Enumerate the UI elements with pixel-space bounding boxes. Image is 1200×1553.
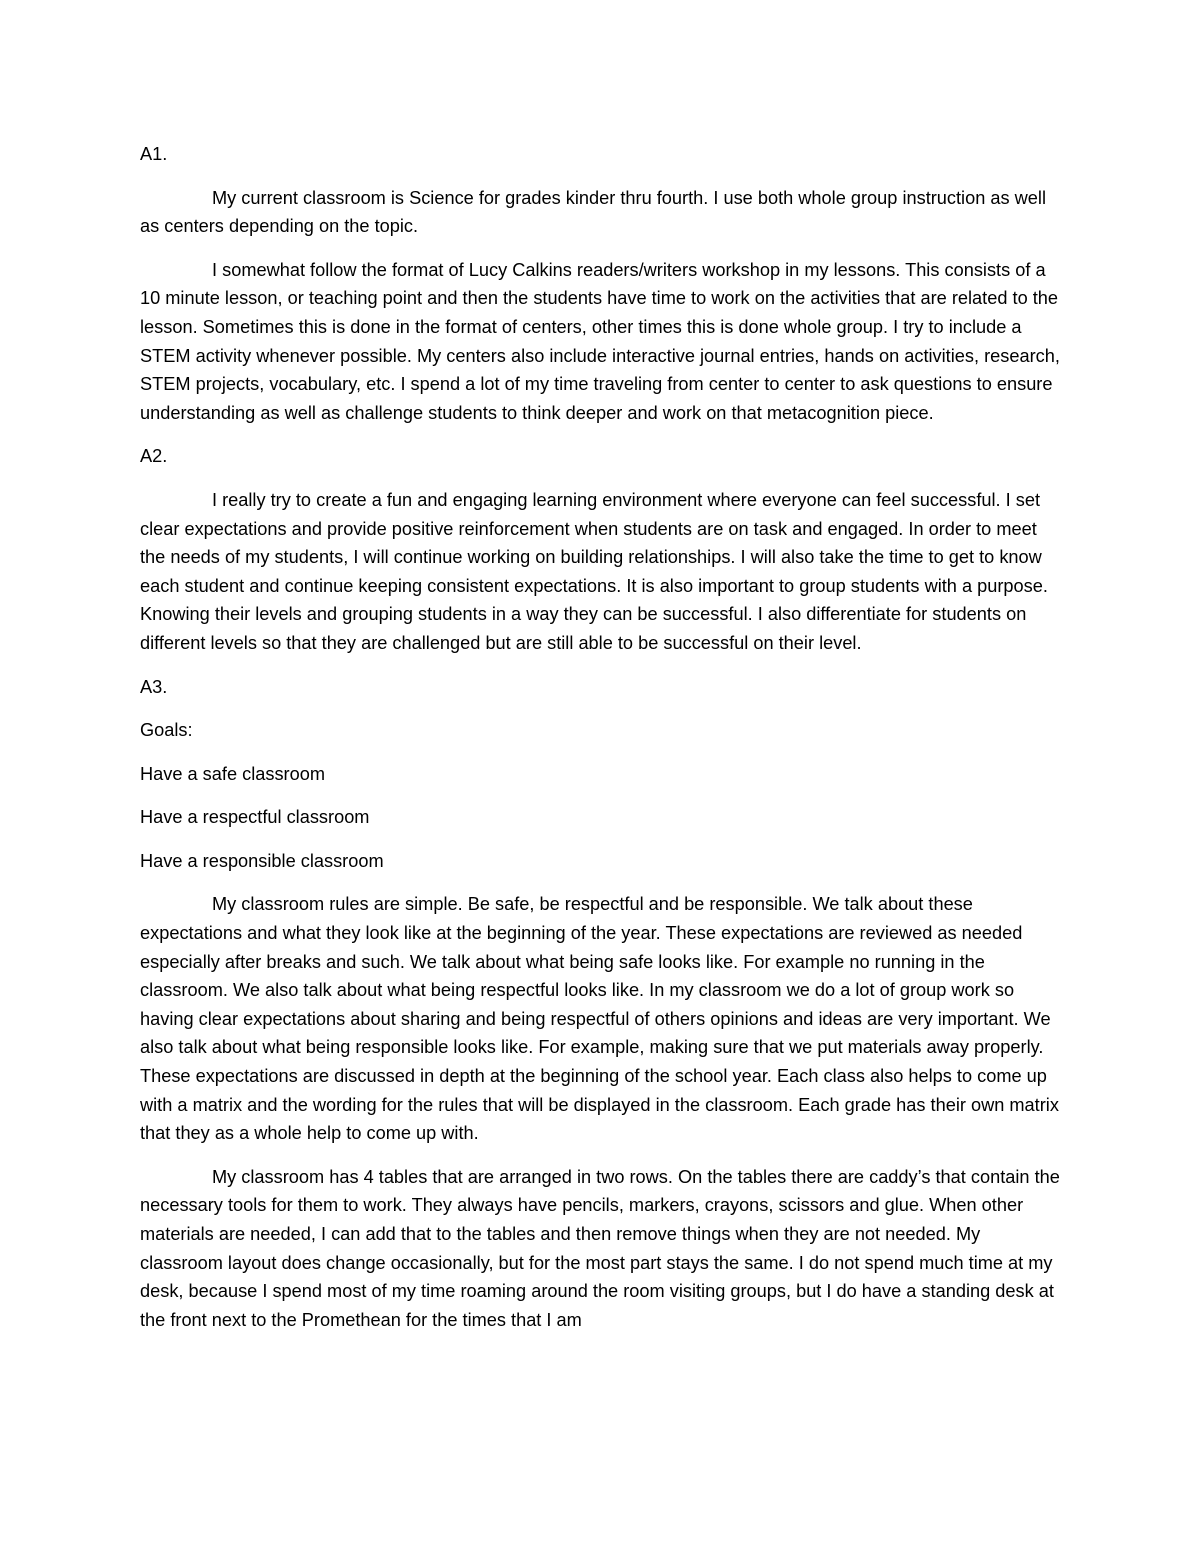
paragraph-a1-1: My current classroom is Science for grades kinder thru fourth. I use both whole group instruction as well as centers depending on the topic. — [140, 187, 1046, 237]
paragraph-a3-2: My classroom has 4 tables that are arranged in two rows. On the tables there are caddy’s that contain the necessary tools for them to work. They always have pencils, markers, crayons, scissors and glue. When other materials are needed, I can add that to the tables and then remove things when they are not needed. My classroom layout does change occasionally, but for the most part stays the same. I do not spend much time at my desk, because I spend most of my time roaming around the room visiting groups, but I do have a standing desk at the front next to the Promethean for the times that I am — [140, 1166, 1060, 1330]
goals-label: Goals: — [140, 720, 193, 741]
section-heading-a1: A1. — [140, 144, 168, 164]
goal-item-respectful: Have a respectful classroom — [140, 807, 370, 828]
section-heading-a2: A2. — [140, 446, 168, 467]
section-heading-a3: A3. — [140, 676, 168, 697]
document-page — [140, 140, 1060, 1349]
paragraph-a1-2: I somewhat follow the format of Lucy Calkins readers/writers workshop in my lessons. This consists of a 10 minute lesson, or teaching point and then the students have time to work on the activities that are related to the lesson. Sometimes this is done in the format of centers, other times this is done whole group. I try to include a STEM activity whenever possible. My centers also include interactive journal entries, hands on activities, research, STEM projects, vocabulary, etc. I spend a lot of my time traveling from center to center to ask questions to ensure understanding as well as challenge students to think deeper and work on that metacognition piece. — [140, 259, 1060, 423]
goal-item-responsible: Have a responsible classroom — [140, 850, 384, 871]
paragraph-a3-1: My classroom rules are simple. Be safe, be respectful and be responsible. We talk about these expectations and what they look like at the beginning of the year. These expectations are reviewed as needed especially after breaks and such. We talk about what being safe looks like. For example no running in the classroom. We also talk about what being respectful looks like. In my classroom we do a lot of group work so having clear expectations about sharing and being respectful of others opinions and ideas are very important. We also talk about what being responsible looks like. For example, making sure that we put materials away properly. These expectations are discussed in depth at the beginning of the school year. Each class also helps to come up with a matrix and the wording for the rules that will be displayed in the classroom. Each grade has their own matrix that they as a whole help to come up with. — [140, 894, 1059, 1144]
paragraph-a2-1: I really try to create a fun and engaging learning environment where everyone can feel successful. I set clear expectations and provide positive reinforcement when students are on task and engaged. In order to meet the needs of my students, I will continue working on building relationships. I will also take the time to get to know each student and continue keeping consistent expectations. It is also important to group students with a purpose. Knowing their levels and grouping students in a way they can be successful. I also differentiate for students on different levels so that they are challenged but are still able to be successful on their level. — [140, 489, 1048, 653]
goal-item-safe: Have a safe classroom — [140, 763, 325, 784]
